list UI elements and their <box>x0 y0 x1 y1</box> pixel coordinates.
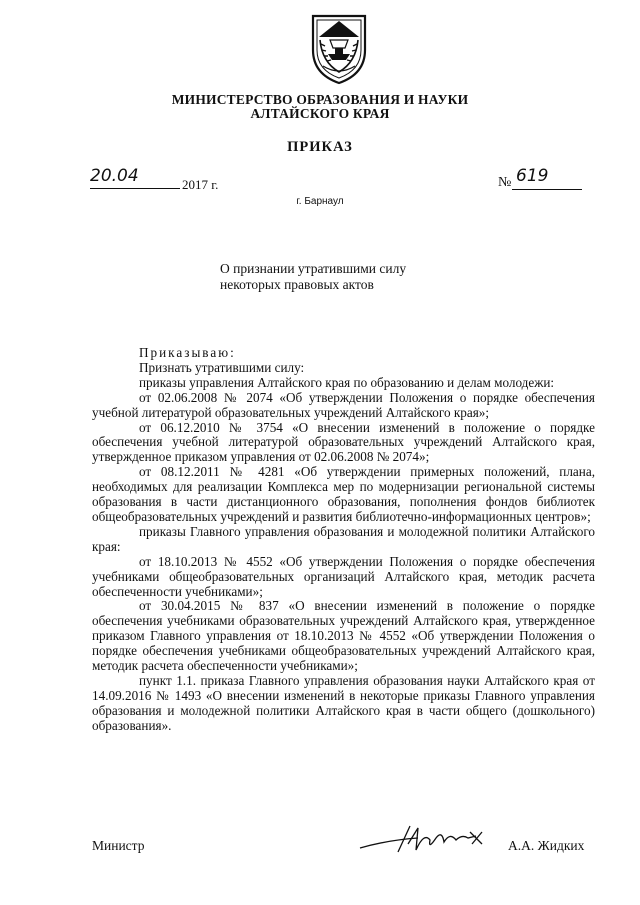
paragraph: Признать утратившими силу: <box>139 359 305 375</box>
coat-of-arms-icon <box>308 10 370 86</box>
paragraph: от 30.04.2015 № 837 «О внесении изменений в положение о порядке обеспечения учебниками образовательных учреждений Алтайского края, утвержденное приказом Главного управления от 18.10.2013 № 4552 «Об утверждении Положения о порядке обеспечения учебниками общеобразовательных учреждений Алтайского края, методик расчета обеспеченности учебниками»; <box>92 598 595 674</box>
date-year: 2017 г. <box>182 177 219 192</box>
paragraph: от 08.12.2011 № 4281 «Об утверждении примерных положений, плана, необходимых для реализации Комплекса мер по модернизации региональной системы образования в части дистанционного образования, пополнения фондов библиотек общеобразовательных учреждений и развития библиотечно-информационных центров»; <box>92 464 595 524</box>
ministry-name-line2: АЛТАЙСКОГО КРАЯ <box>250 106 390 121</box>
paragraph: от 18.10.2013 № 4552 «Об утверждении Положения о порядке обеспечения учебниками общеобразовательных организаций Алтайского края, методик расчета обеспеченности учебниками»; <box>92 553 595 599</box>
signatory-title: Министр <box>92 838 145 853</box>
subject-line1: О признании утратившими силу <box>220 261 407 276</box>
signature-icon <box>358 818 498 862</box>
paragraph: приказы управления Алтайского края по образованию и делам молодежи: <box>139 374 555 390</box>
order-word: Приказываю: <box>139 345 236 360</box>
ministry-name-line1: МИНИСТЕРСТВО ОБРАЗОВАНИЯ И НАУКИ <box>171 92 469 107</box>
date-underline <box>90 188 180 189</box>
handwritten-number: 619 <box>516 166 549 186</box>
paragraph: от 02.06.2008 № 2074 «Об утверждении Положения о порядке обеспечения учебной литературой образовательных учреждений Алтайского края»; <box>92 389 595 420</box>
paragraph: от 06.12.2010 № 3754 «О внесении изменений в положение о порядке обеспечения учебной литературой образовательных учреждений Алтайского края, утвержденное приказом управления от 02.06.2008 № 2074»; <box>92 419 595 465</box>
signatory-name: А.А. Жидких <box>508 838 585 853</box>
number-sign: № <box>498 175 512 190</box>
number-underline <box>512 189 582 190</box>
city: г. Барнаул <box>296 196 344 207</box>
handwritten-date: 20.04 <box>90 166 139 186</box>
subject-line2: некоторых правовых актов <box>220 277 374 292</box>
document-subject <box>220 261 406 293</box>
document-type: ПРИКАЗ <box>287 139 353 155</box>
paragraph: приказы Главного управления образования и молодежной политики Алтайского края: <box>92 523 595 554</box>
paragraph: пункт 1.1. приказа Главного управления образования науки Алтайского края от 14.09.2016 № 1493 «О внесении изменений в некоторые приказы Главного управления образования и молодежной политики Алтайского края в части общего (дошкольного) образования». <box>92 672 595 733</box>
document-body <box>92 346 595 734</box>
